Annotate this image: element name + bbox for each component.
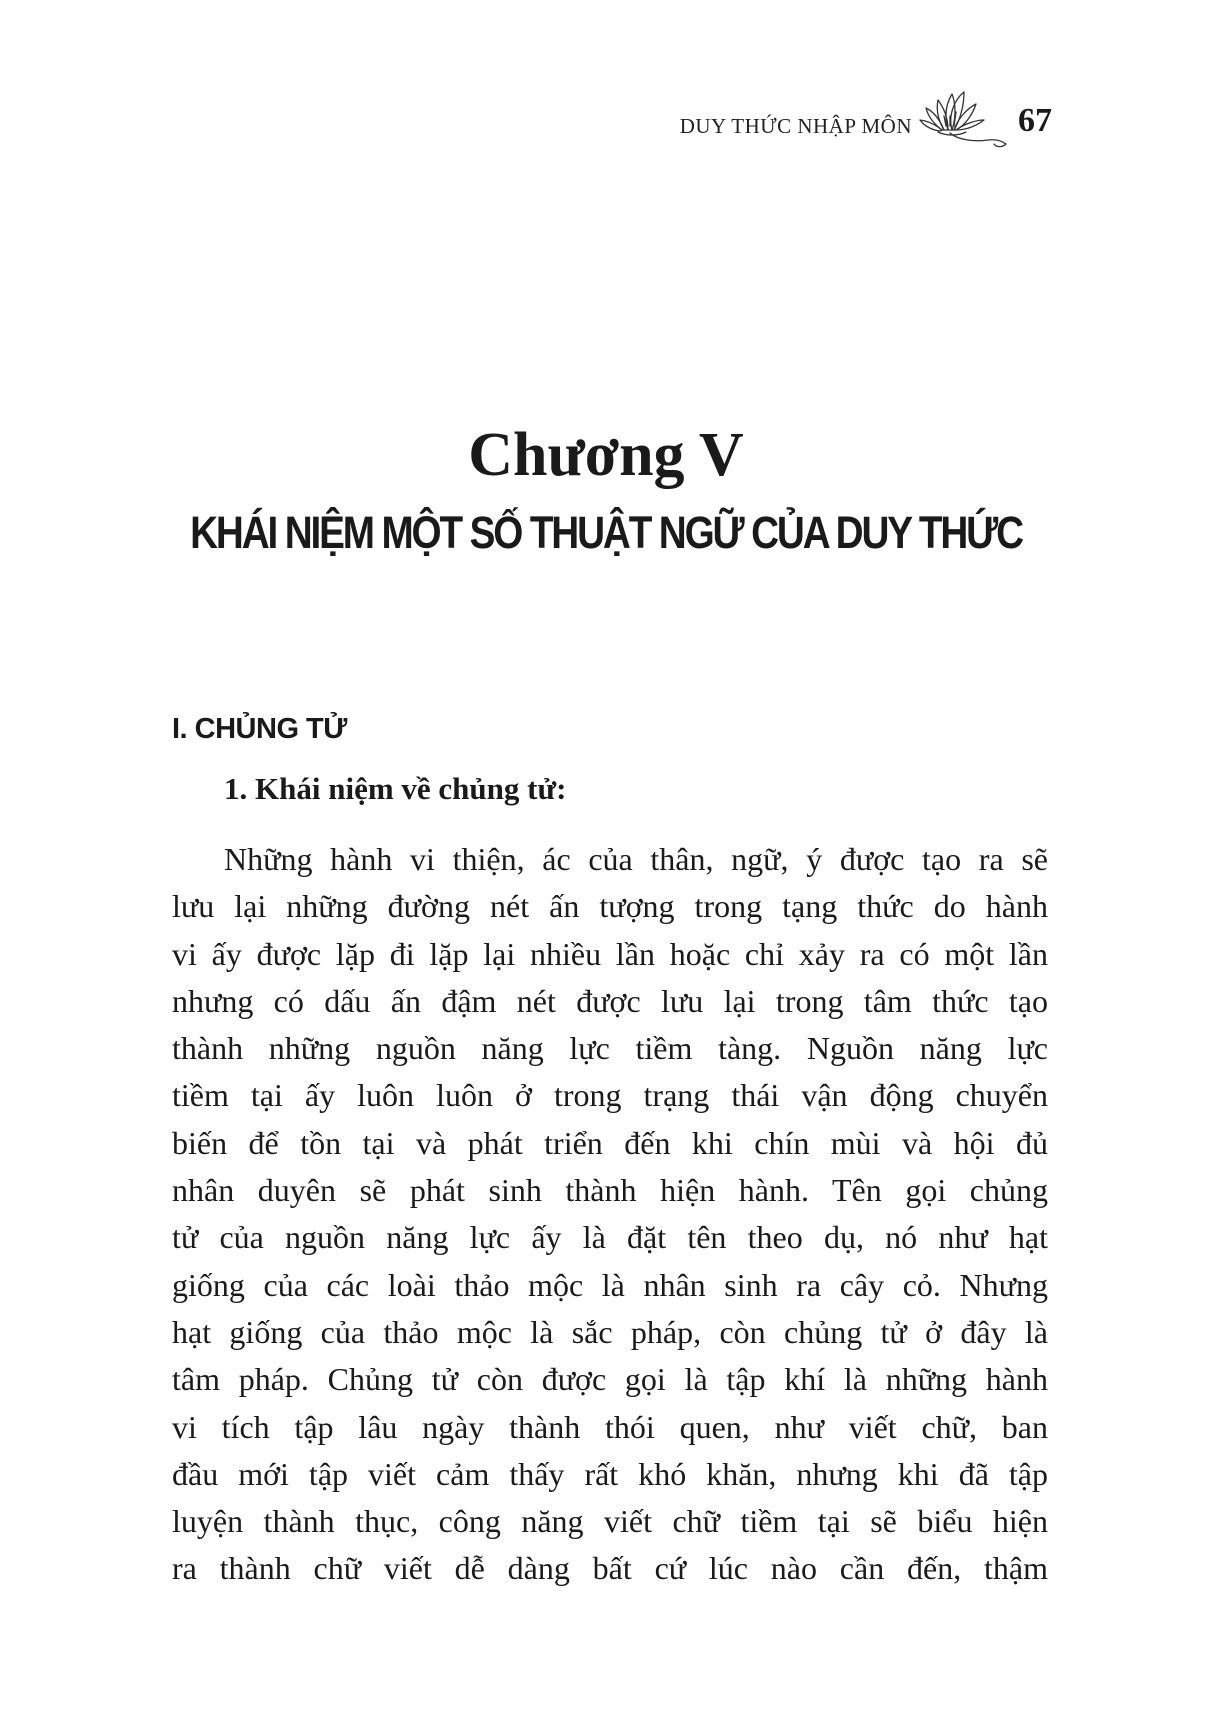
body-line: vi tích tập lâu ngày thành thói quen, như viết chữ, ban	[172, 1408, 1048, 1445]
body-line: thành những nguồn năng lực tiềm tàng. Nguồn năng lực	[172, 1030, 1048, 1067]
body-line: nhưng có dấu ấn đậm nét được lưu lại trong tâm thức tạo	[172, 982, 1048, 1019]
section-heading: I. CHỦNG TỬ	[172, 713, 347, 745]
body-line: biến để tồn tại và phát triển đến khi chín mùi và hội đủ	[172, 1124, 1048, 1161]
body-line: hạt giống của thảo mộc là sắc pháp, còn chủng tử ở đây là	[172, 1313, 1048, 1350]
body-line: ra thành chữ viết dễ dàng bất cứ lúc nào cần đến, thậm	[172, 1550, 1048, 1587]
body-paragraph	[172, 836, 1048, 1593]
lotus-flower-icon	[914, 86, 1010, 152]
body-line: nhân duyên sẽ phát sinh thành hiện hành. Tên gọi chủng	[172, 1172, 1048, 1209]
body-line: Những hành vi thiện, ác của thân, ngữ, ý được tạo ra sẽ	[224, 841, 1048, 877]
body-line: tâm pháp. Chủng tử còn được gọi là tập khí là những hành	[172, 1361, 1048, 1398]
chapter-label: Chương V	[468, 421, 744, 489]
book-title: DUY THỨC NHẬP MÔN	[679, 113, 912, 138]
body-line: tiềm tại ấy luôn luôn ở trong trạng thái vận động chuyển	[172, 1077, 1048, 1114]
body-line: tử của nguồn năng lực ấy là đặt tên theo dụ, nó như hạt	[172, 1219, 1048, 1256]
chapter-title: KHÁI NIỆM MỘT SỐ THUẬT NGỮ CỦA DUY THỨC	[190, 507, 1022, 558]
body-line: luyện thành thục, công năng viết chữ tiềm tại sẽ biểu hiện	[172, 1503, 1048, 1540]
body-line: giống của các loài thảo mộc là nhân sinh ra cây cỏ. Nhưng	[172, 1266, 1048, 1303]
body-line: lưu lại những đường nét ấn tượng trong tạng thức do hành	[172, 888, 1048, 925]
body-line: đầu mới tập viết cảm thấy rất khó khăn, nhưng khi đã tập	[172, 1455, 1048, 1492]
body-line: vi ấy được lặp đi lặp lại nhiều lần hoặc chỉ xảy ra có một lần	[172, 935, 1048, 972]
running-header	[680, 86, 1052, 152]
subsection-heading: 1. Khái niệm về chủng tử:	[224, 771, 567, 806]
page-number: 67	[1018, 102, 1052, 139]
